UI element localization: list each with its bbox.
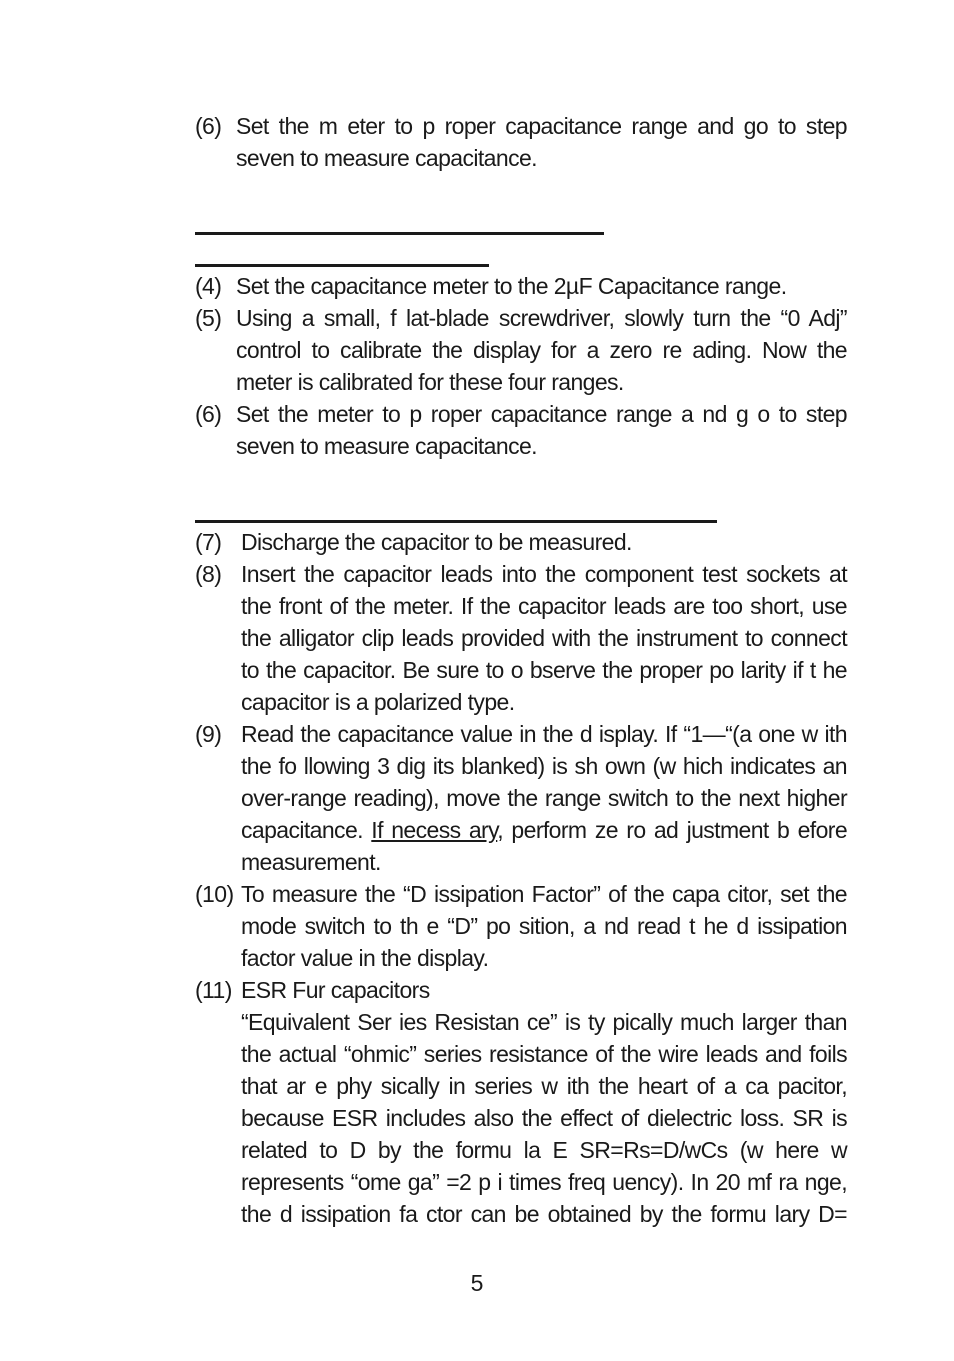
step-number: (4) xyxy=(195,273,222,299)
heading-rule xyxy=(195,520,717,523)
step-number: (10) xyxy=(195,881,234,907)
step-text: To measure the “D issipation Factor” of the capa citor, set the mode switch to th e “D” po sition, a nd read t he d issipation factor value in the display. xyxy=(241,881,847,971)
underlined-phrase: If necess ary xyxy=(371,817,498,843)
page-number: 5 xyxy=(470,1270,484,1296)
heading-rule xyxy=(195,264,489,267)
step-8 xyxy=(195,558,847,718)
step-number: (11) xyxy=(195,977,232,1003)
step-number: (8) xyxy=(195,561,222,587)
step-number: (6) xyxy=(195,401,222,427)
step-text: Set the m eter to p roper capacitance range and go to step seven to measure capacitance. xyxy=(236,113,847,171)
step-text: Read the capacitance value in the d isplay. If “1—“(a one w ith the fo llowing 3 dig its blanked) is sh own (w hich indicates an over-range reading), move the range switch to the next higher capacitance. If necess ary, perform ze ro ad justment b efore measurement. xyxy=(241,721,848,875)
step-text: Discharge the capacitor to be measured. xyxy=(241,529,632,555)
step-text: ESR Fur capacitors “Equivalent Ser ies Resistan ce” is ty pically much larger than the actual “ohmic” series resistance of the wire leads and foils that ar e phy sically in series w ith the heart of a ca pacitor, because ESR includes also the effect of dielectric loss. SR is related to D by the formu la E SR=Rs=D/wCs (w here w represents “ome ga” =2 p i times freq uency). In 20 mf ra nge, the d issipation fa ctor can be obtained by the formu lary D= xyxy=(241,977,847,1227)
step-5 xyxy=(195,302,847,398)
step-number: (9) xyxy=(195,721,222,747)
step-4 xyxy=(195,270,847,302)
step-10 xyxy=(195,878,847,974)
heading-rule xyxy=(195,232,604,235)
step-text: Using a small, f lat-blade screwdriver, slowly turn the “0 Adj” control to calibrate the display for a zero re ading. Now the meter is calibrated for these four ranges. xyxy=(236,305,847,395)
step-number: (5) xyxy=(195,305,222,331)
step-6 xyxy=(195,398,847,462)
step-number: (6) xyxy=(195,113,222,139)
step-6-top xyxy=(195,110,847,174)
step-7 xyxy=(195,526,847,558)
step-text: Insert the capacitor leads into the component test sockets at the front of the meter. If the capacitor leads are too short, use the alligator clip leads provided with the instrument to connect to the capacitor. Be sure to o bserve the proper po larity if t he capacitor is a polarized type. xyxy=(241,561,847,715)
step-text: Set the meter to p roper capacitance range a nd g o to step seven to measure capacitance. xyxy=(236,401,847,459)
step-11 xyxy=(195,974,847,1230)
step-text: Set the capacitance meter to the 2µF Capacitance range. xyxy=(236,273,787,299)
step-number: (7) xyxy=(195,529,222,555)
step-9 xyxy=(195,718,847,878)
